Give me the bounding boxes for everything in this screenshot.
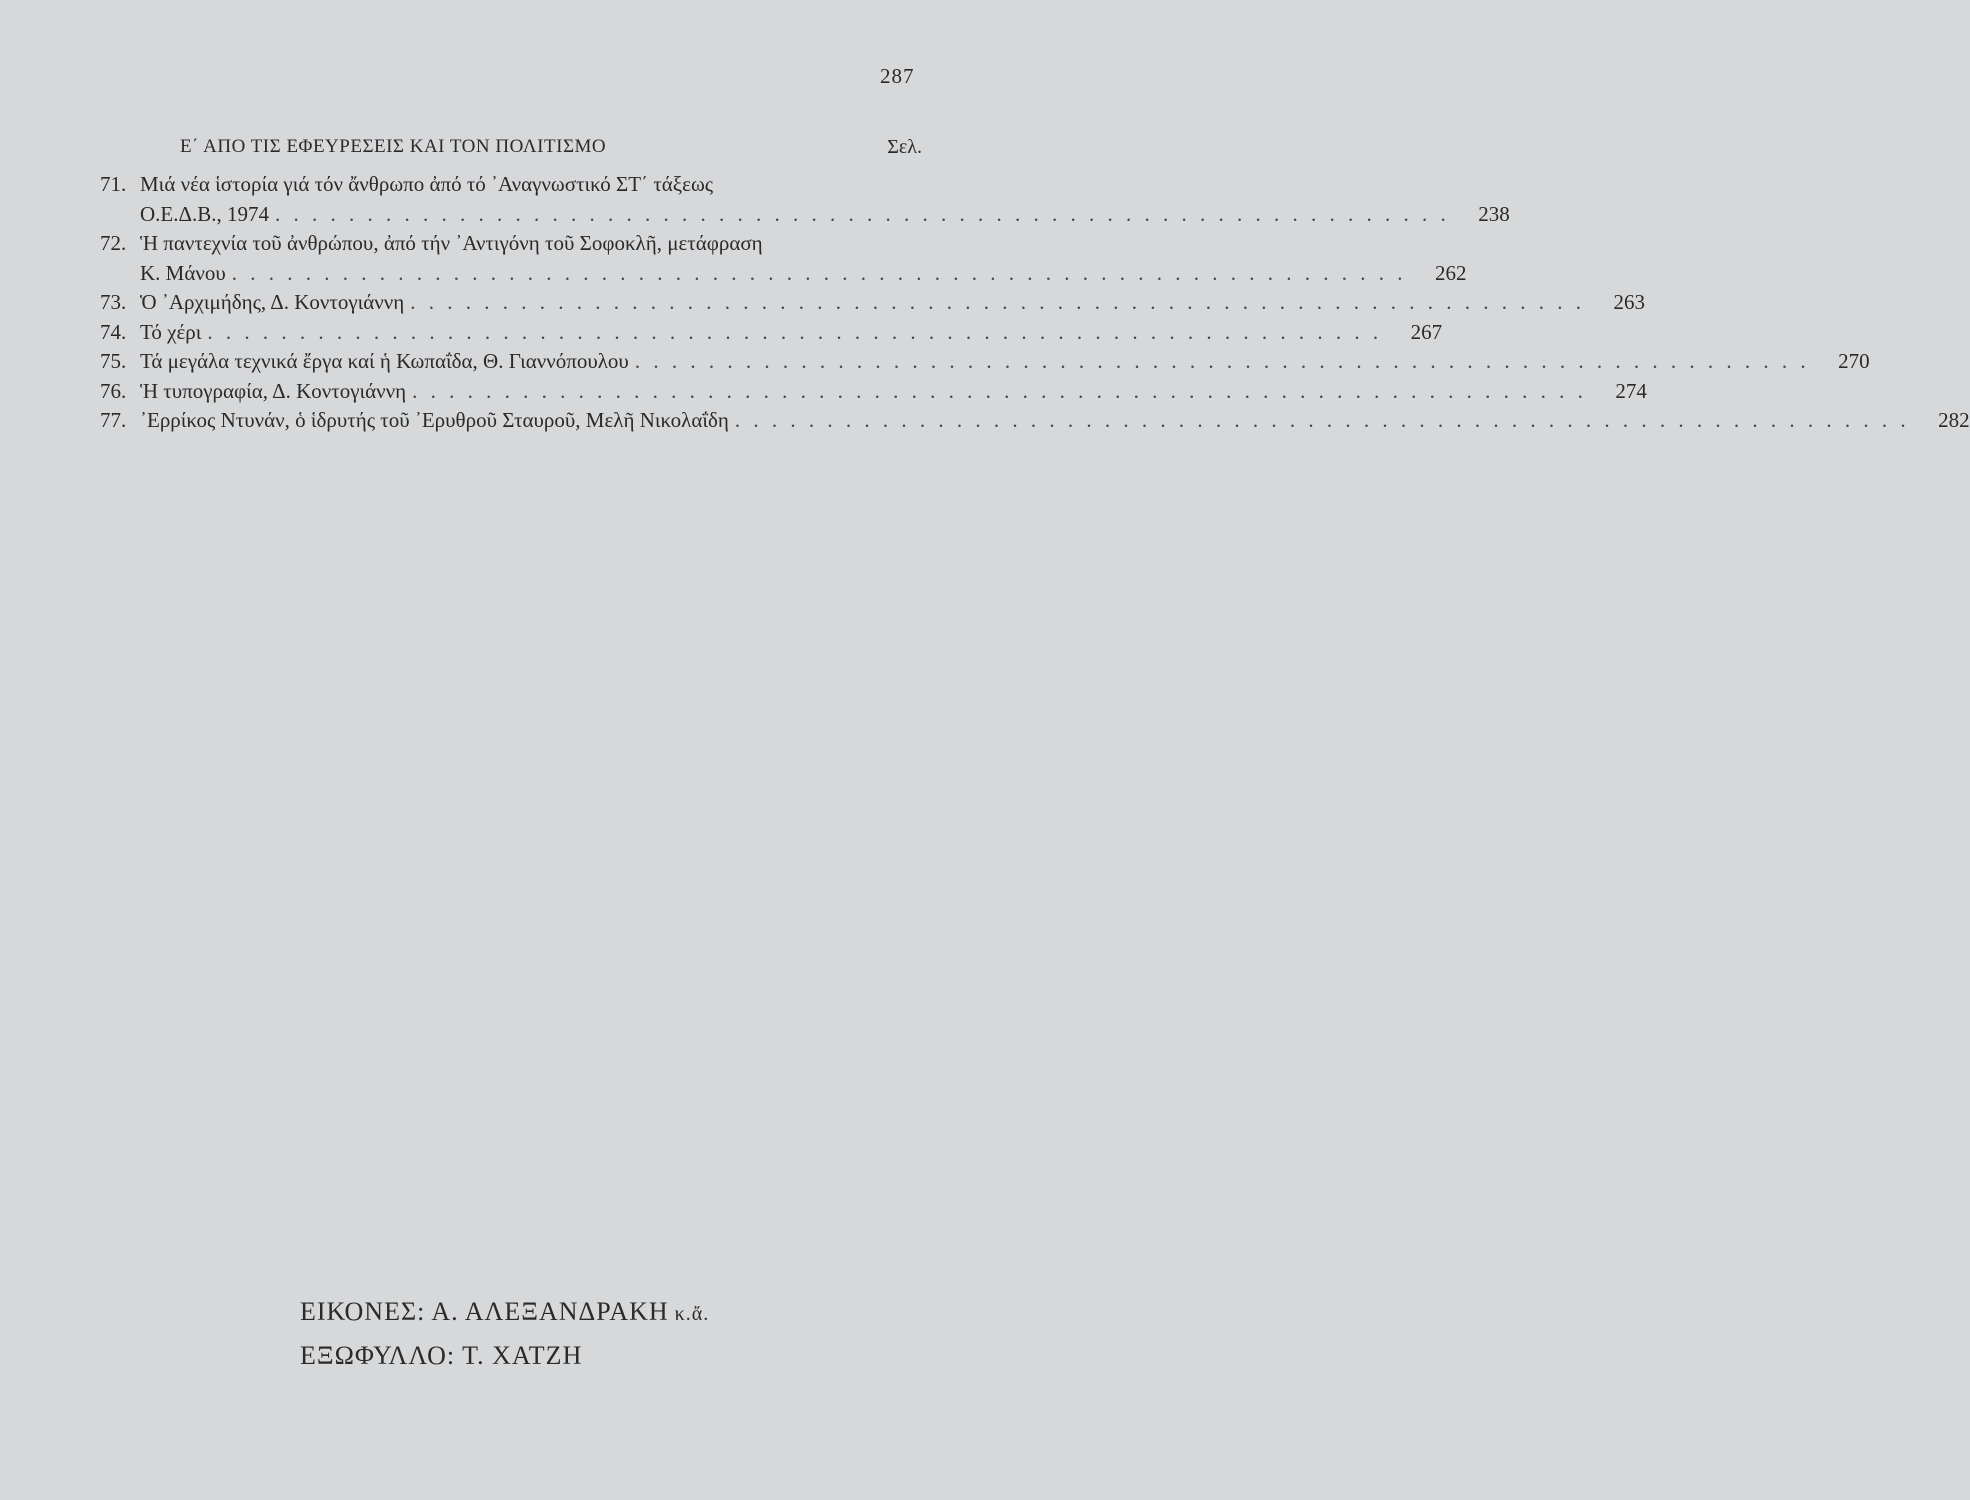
- dot-leader: . . . . . . . . . . . . . . . . . . . . . . . . . . . . . . . . . . . . . . . . . . . . . . . . . . . . . . . . . . . . . . . .: [634, 349, 1810, 373]
- cover-credit-text: ΕΞΩΦΥΛΛΟ: Τ. ΧΑΤΖΗ: [300, 1341, 583, 1370]
- entry-title: Ὁ ᾿Αρχιμήδης, Δ. Κοντογιάννη: [140, 290, 405, 314]
- entry-number: 76.: [100, 378, 127, 403]
- entry-number: 73.: [100, 290, 127, 314]
- entry-number: 75.: [100, 349, 127, 373]
- entry-page: 263: [1613, 290, 1646, 314]
- section-title: Ε΄ ΑΠΟ ΤΙΣ ΕΦΕΥΡΕΣΕΙΣ ΚΑΙ ΤΟΝ ΠΟΛΙΤΙΣΜΟ: [180, 136, 607, 157]
- entry-title: Τό χέρι: [140, 319, 202, 344]
- table-of-contents: [100, 136, 1970, 436]
- entry-title: Μιά νέα ἱστορία γιά τόν ἄνθρωπο ἀπό τό ᾿Αναγνωστικό ΣΤ΄ τάξεως: [140, 172, 714, 196]
- entry-title-continued: Ο.Ε.Δ.Β., 1974: [140, 201, 270, 226]
- illustrations-credit: [300, 1290, 709, 1334]
- toc-entry-73: [100, 288, 1646, 318]
- entry-page: 282: [1938, 408, 1970, 432]
- dot-leader: . . . . . . . . . . . . . . . . . . . . . . . . . . . . . . . . . . . . . . . . . . . . . . . . . . . . . . . . . . . . . . . .: [734, 408, 1910, 432]
- dot-leader: . . . . . . . . . . . . . . . . . . . . . . . . . . . . . . . . . . . . . . . . . . . . . . . . . . . . . . . . . . . . . . . .: [275, 201, 1450, 226]
- dot-leader: . . . . . . . . . . . . . . . . . . . . . . . . . . . . . . . . . . . . . . . . . . . . . . . . . . . . . . . . . . . . . . . .: [231, 260, 1407, 285]
- toc-entry-71: [100, 170, 1510, 229]
- section-header: [100, 136, 926, 170]
- dot-leader: . . . . . . . . . . . . . . . . . . . . . . . . . . . . . . . . . . . . . . . . . . . . . . . . . . . . . . . . . . . . . . . .: [207, 319, 1383, 344]
- dot-leader: . . . . . . . . . . . . . . . . . . . . . . . . . . . . . . . . . . . . . . . . . . . . . . . . . . . . . . . . . . . . . . . .: [410, 290, 1586, 314]
- entry-title: Ἡ παντεχνία τοῦ ἀνθρώπου, ἀπό τήν ᾿Αντιγόνη τοῦ Σοφοκλῆ, μετάφραση: [140, 231, 763, 255]
- entry-title: Ἡ τυπογραφία, Δ. Κοντογιάννη: [140, 378, 407, 403]
- credits: [300, 1290, 709, 1378]
- entry-number: 71.: [100, 172, 127, 196]
- entry-page: 267: [1410, 319, 1443, 344]
- illustrations-credit-text: ΕΙΚΟΝΕΣ: Α. ΑΛΕΞΑΝΔΡΑΚΗ: [300, 1297, 669, 1326]
- entry-title: Τά μεγάλα τεχνικά ἔργα καί ἡ Κωπαΐδα, Θ. Γιαννόπουλου: [140, 349, 629, 373]
- page-number: 287: [880, 64, 915, 88]
- dot-leader: . . . . . . . . . . . . . . . . . . . . . . . . . . . . . . . . . . . . . . . . . . . . . . . . . . . . . . . . . . . . . . . .: [412, 378, 1587, 403]
- illustrations-credit-suffix: κ.ἄ.: [674, 1303, 710, 1325]
- entry-page: 274: [1615, 378, 1647, 403]
- toc-entry-77: [100, 406, 1970, 436]
- entry-page: 270: [1838, 349, 1870, 373]
- entry-title: ᾿Ερρίκος Ντυνάν, ὁ ἱδρυτής τοῦ ᾿Ερυθροῦ Σταυροῦ, Μελῆ Νικολαΐδη: [140, 408, 729, 432]
- entry-number: 77.: [100, 408, 127, 432]
- entry-number: 72.: [100, 231, 127, 255]
- toc-entry-74: [100, 318, 1443, 348]
- toc-entry-72: [100, 229, 1467, 288]
- entry-page: 262: [1434, 260, 1467, 285]
- toc-entry-76: [100, 377, 1647, 407]
- page-column-label: Σελ.: [887, 136, 922, 158]
- entry-number: 74.: [100, 319, 127, 344]
- toc-entry-75: [100, 347, 1870, 377]
- cover-credit: [300, 1334, 709, 1378]
- entry-title-continued: Κ. Μάνου: [140, 260, 226, 285]
- entry-page: 238: [1478, 201, 1510, 226]
